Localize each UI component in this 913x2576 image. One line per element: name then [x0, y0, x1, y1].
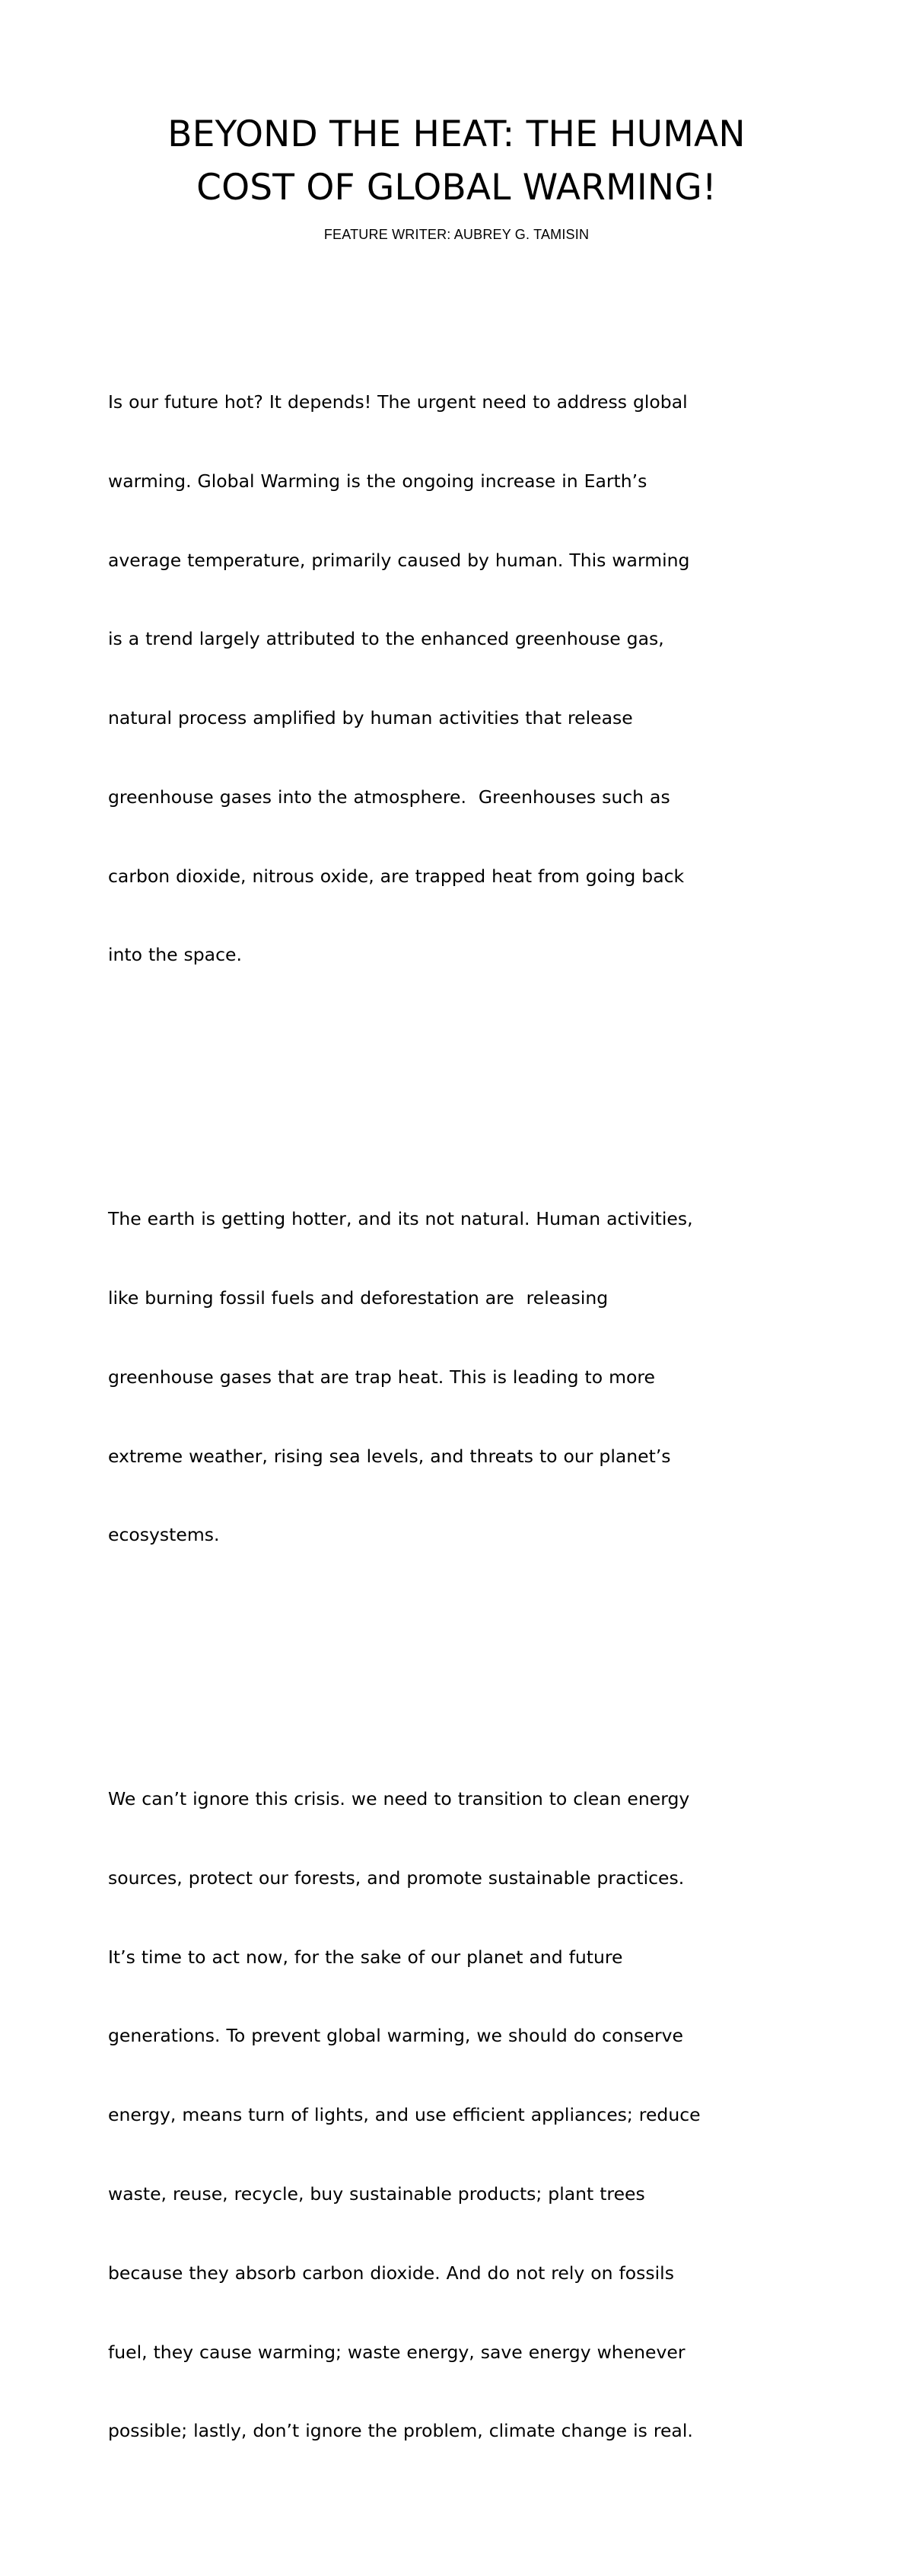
text-line: Is our future hot? It depends! The urgent need to address global	[108, 391, 688, 413]
text-line: sources, protect our forests, and promote sustainable practices.	[108, 1867, 685, 1889]
text-line: natural process amplified by human activities that release	[108, 707, 633, 729]
paragraph-intro	[108, 336, 823, 1021]
text-line: It’s time to act now, for the sake of our planet and future	[108, 1946, 623, 1968]
document-title	[76, 108, 837, 215]
paragraph-causes	[108, 1153, 823, 1601]
byline: FEATURE WRITER: AUBREY G. TAMISIN	[323, 227, 590, 242]
text-line: into the space.	[108, 944, 242, 966]
text-line: warming. Global Warming is the ongoing increase in Earth’s	[108, 470, 647, 492]
text-line: fuel, they cause warming; waste energy, save energy whenever	[108, 2341, 686, 2363]
text-line: carbon dioxide, nitrous oxide, are trapped heat from going back	[108, 865, 685, 887]
title-line: COST OF GLOBAL WARMING!	[196, 167, 717, 209]
text-line: ecosystems.	[108, 1524, 220, 1546]
article-body	[108, 257, 823, 2576]
text-line: greenhouse gases that are trap heat. This is leading to more	[108, 1366, 655, 1388]
text-line: greenhouse gases into the atmosphere. Greenhouses such as	[108, 786, 670, 808]
text-line: generations. To prevent global warming, we should do conserve	[108, 2025, 683, 2047]
paragraph-solutions	[108, 1733, 823, 2497]
text-line: energy, means turn of lights, and use efficient appliances; reduce	[108, 2104, 701, 2126]
text-line: is a trend largely attributed to the enhanced greenhouse gas,	[108, 628, 664, 650]
text-line: because they absorb carbon dioxide. And do not rely on fossils	[108, 2262, 674, 2284]
text-line: extreme weather, rising sea levels, and threats to our planet’s	[108, 1445, 671, 1467]
title-line: BEYOND THE HEAT: THE HUMAN	[167, 113, 746, 155]
text-line: waste, reuse, recycle, buy sustainable products; plant trees	[108, 2182, 645, 2205]
text-line: possible; lastly, don’t ignore the problem, climate change is real.	[108, 2420, 693, 2442]
text-line: average temperature, primarily caused by human. This warming	[108, 549, 690, 571]
text-line: like burning fossil fuels and deforestation are releasing	[108, 1286, 609, 1309]
text-line: The earth is getting hotter, and its not natural. Human activities,	[108, 1208, 693, 1230]
text-line: We can’t ignore this crisis. we need to transition to clean energy	[108, 1788, 690, 1810]
